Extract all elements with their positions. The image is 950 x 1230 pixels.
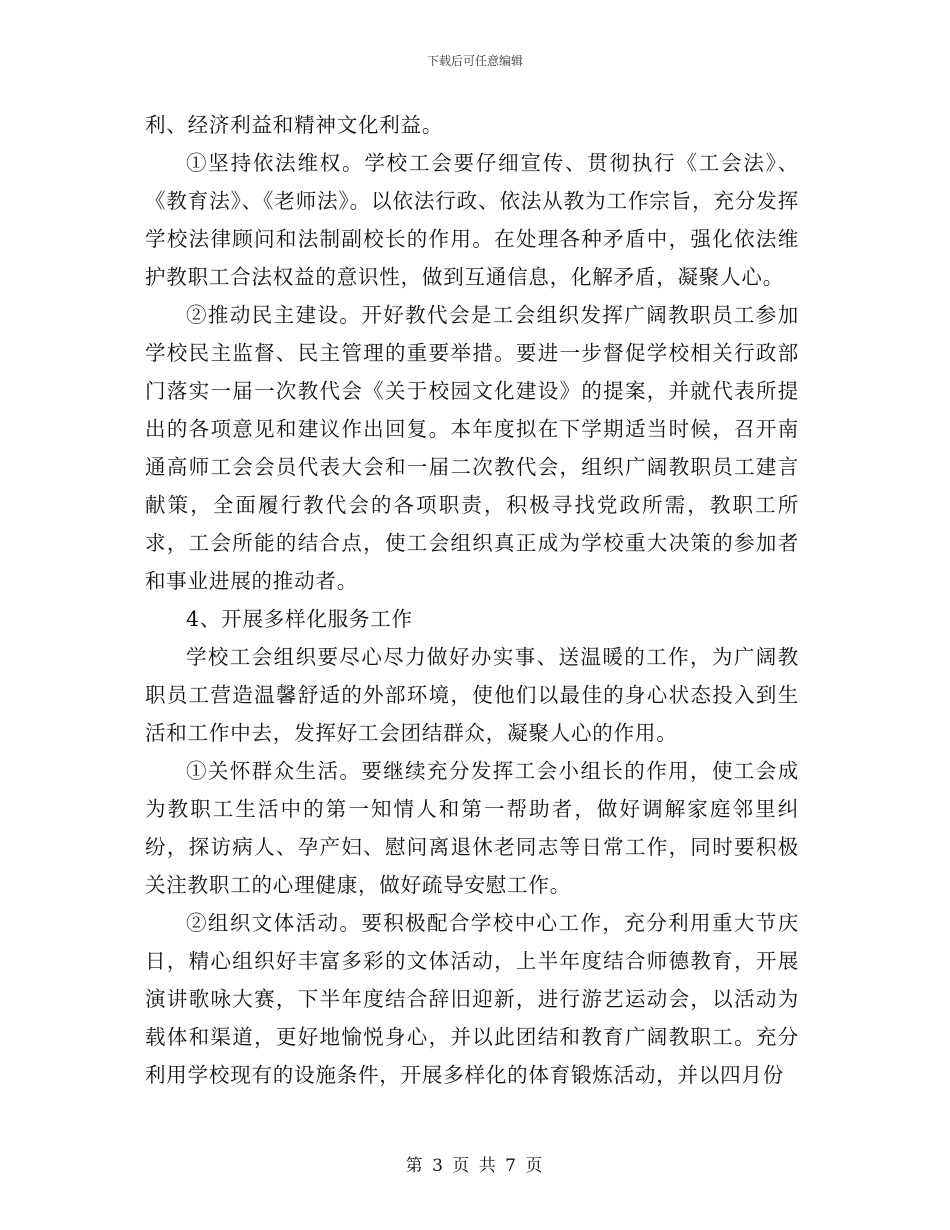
section-heading-services: 4、开展多样化服务工作 (186, 607, 413, 631)
document-body (145, 106, 799, 1094)
paragraph-services-intro: 学校工会组织要尽心尽力做好办实事、送温暖的工作，为广阔教职员工营造温馨舒适的外部环境，使他们以最佳的身心状态投入到生活和工作中去，发挥好工会团结群众，凝聚人心的作用。 (145, 645, 799, 745)
page-footer: 第 3 页 共 7 页 (405, 1156, 545, 1176)
paragraph-legal-rights: ①坚持依法维权。学校工会要仔细宣传、贯彻执行《工会法》、《教育法》、《老师法》。以依法行政、依法从教为工作宗旨，充分发挥学校法律顾问和法制副校长的作用。在处理各种矛盾中，强化依法维护教职工合法权益的意识性，做到互通信息，化解矛盾，凝聚人心。 (145, 151, 799, 289)
page-header: 下载后可任意编辑 (426, 54, 523, 68)
paragraph-cultural-activities: ②组织文体活动。要积极配合学校中心工作，充分利用重大节庆日，精心组织好丰富多彩的文体活动，上半年度结合师德教育，开展演讲歌咏大赛，下半年度结合辞旧迎新，进行游艺运动会，以活动为载体和渠道，更好地愉悦身心，并以此团结和教育广阔教职工。充分利用学校现有的设施条件，开展多样化的体育锻炼活动，并以四月份 (145, 911, 799, 1087)
paragraph-care-for-life: ①关怀群众生活。要继续充分发挥工会小组长的作用，使工会成为教职工生活中的第一知情人和第一帮助者，做好调解家庭邻里纠纷，探访病人、孕产妇、慰问离退休老同志等日常工作，同时要积极关注教职工的心理健康，做好疏导安慰工作。 (145, 759, 799, 897)
paragraph-democratic-building: ②推动民主建设。开好教代会是工会组织发挥广阔教职员工参加学校民主监督、民主管理的重要举措。要进一步督促学校相关行政部门落实一届一次教代会《关于校园文化建设》的提案，并就代表所提出的各项意见和建议作出回复。本年度拟在下学期适当时候，召开南通高师工会会员代表大会和一届二次教代会，组织广阔教职员工建言献策，全面履行教代会的各项职责，积极寻找党政所需，教职工所求，工会所能的结合点，使工会组织真正成为学校重大决策的参加者和事业进展的推动者。 (145, 303, 799, 593)
paragraph-continuation: 利、经济利益和精神文化利益。 (145, 113, 444, 137)
